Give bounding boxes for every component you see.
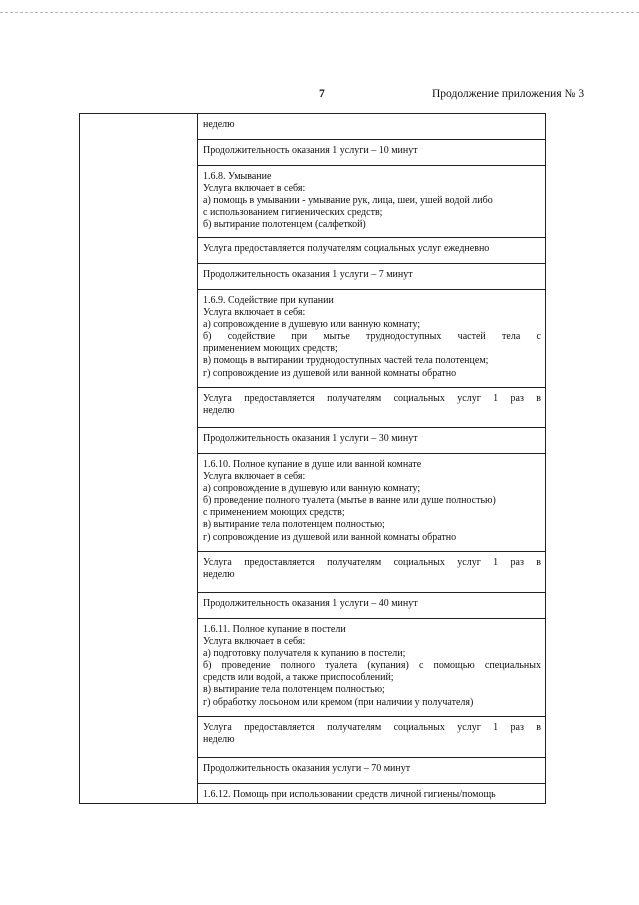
- table-row: Продолжительность оказания 1 услуги – 10 минут: [198, 140, 545, 166]
- table-row: Услуга предоставляется получателям социальных услуг 1 раз в неделю: [198, 388, 545, 428]
- page-number: 7: [319, 88, 325, 100]
- table-row: Продолжительность оказания 1 услуги – 30 минут: [198, 428, 545, 454]
- table-row: Продолжительность оказания 1 услуги – 7 минут: [198, 264, 545, 290]
- scan-artifact-line: [0, 12, 639, 13]
- table-row: 1.6.11. Полное купание в постели Услуга включает в себя: а) подготовку получателя к купанию в постели; б) проведение полного туалета (купания) с помощью специальных средств или водой, а также приспособлений; в) вытирание тела полотенцем полностью; г) обработку лосьоном или кремом (при наличии у получателя): [198, 619, 545, 717]
- table-row: 1.6.9. Содействие при купании Услуга включает в себя: а) сопровождение в душевую или ванную комнату; б) содействие при мытье труднодоступных частей тела с применением моющих средств; в) помощь в вытирании труднодоступных частей тела полотенцем; г) сопровождение из душевой или ванной комнаты обратно: [198, 290, 545, 388]
- table-row: Продолжительность оказания 1 услуги – 40 минут: [198, 593, 545, 619]
- table-right-column: [198, 114, 545, 803]
- table-row: Продолжительность оказания услуги – 70 минут: [198, 758, 545, 784]
- table-row: Услуга предоставляется получателям социальных услуг ежедневно: [198, 238, 545, 264]
- table-row: Услуга предоставляется получателям социальных услуг 1 раз в неделю: [198, 552, 545, 593]
- running-head: Продолжение приложения № 3: [432, 88, 585, 100]
- table-left-column: [80, 114, 198, 803]
- table-row: 1.6.12. Помощь при использовании средств личной гигиены/помощь: [203, 789, 496, 800]
- table-row: Услуга предоставляется получателям социальных услуг 1 раз в неделю: [198, 717, 545, 758]
- table-row: 1.6.10. Полное купание в душе или ванной комнате Услуга включает в себя: а) сопровождение в душевую или ванную комнату; б) проведение полного туалета (мытье в ванне или душе полностью) с применением моющих средств; в) вытирание тела полотенцем полностью; г) сопровождение из душевой или ванной комнаты обратно: [198, 454, 545, 552]
- table-row: 1.6.8. Умывание Услуга включает в себя: а) помощь в умывании - умывание рук, лица, шеи, ушей водой либо с использованием гигиенических средств; б) вытирание полотенцем (салфеткой): [198, 166, 545, 238]
- table-row: неделю: [198, 114, 545, 140]
- services-table: [79, 113, 546, 804]
